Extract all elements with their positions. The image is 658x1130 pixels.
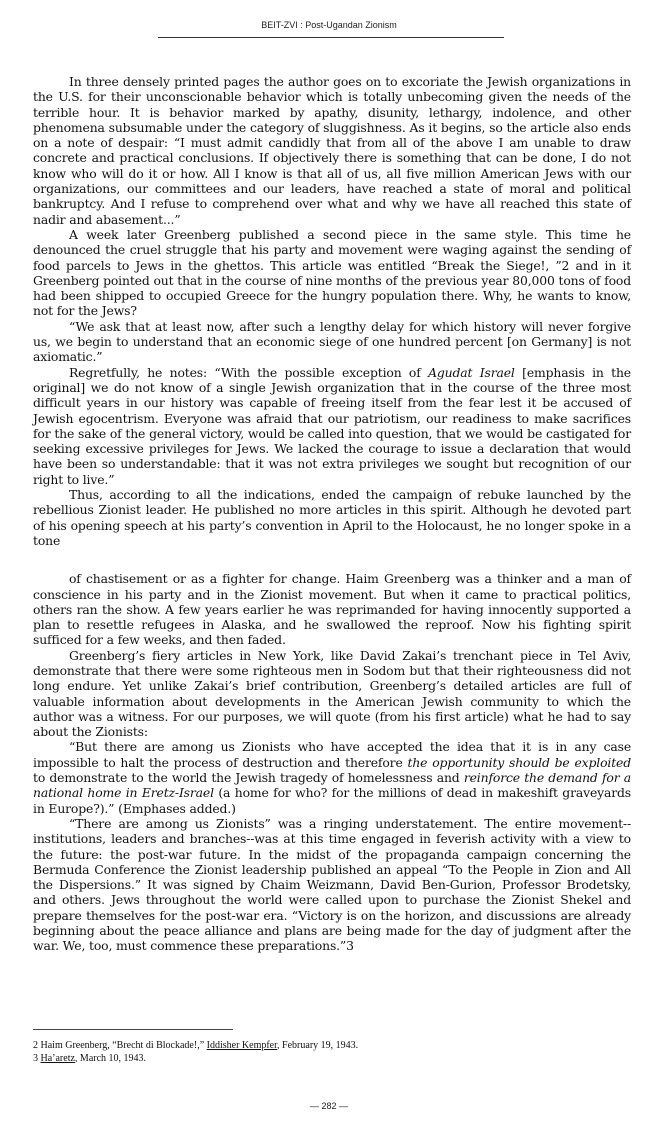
text-run: , February 19, 1943. bbox=[277, 1040, 359, 1051]
text-run: 2 Haim Greenberg, “Brecht di Blockade!,” bbox=[33, 1040, 207, 1051]
text-run: “But there are among us Zionists who have accepted the idea that it is in any case impossible to halt the process of destruction and therefore bbox=[33, 739, 631, 770]
text-run: 3 bbox=[33, 1053, 41, 1064]
text-run: of chastisement or as a fighter for change. Haim Greenberg was a thinker and a man of conscience in his party and in the Zionist movement. But when it came to practical politics, others ran the show. A few years earlier he was reprimanded for having innocently supported a plan to resettle refugees in Alaska, and he swallowed the reproof. Now his fighting spirit sufficed for a few weeks, and then faded. bbox=[33, 571, 631, 648]
text-run: Thus, according to all the indications, ended the campaign of rebuke launched by the rebellious Zionist leader. He published no more articles in this spirit. Although he devoted part of his opening speech at his party’s convention in April to the Holocaust, he no longer spoke in a tone bbox=[33, 487, 631, 548]
running-head: BEIT-ZVI : Post-Ugandan Zionism bbox=[261, 20, 397, 30]
text-run: “We ask that at least now, after such a lengthy delay for which history will never forgive us, we begin to understand that an economic siege of one hundred percent [on Germany] is not axiomatic.” bbox=[33, 318, 631, 365]
paragraph bbox=[33, 319, 631, 365]
paragraph bbox=[33, 739, 631, 815]
body-text bbox=[33, 74, 631, 954]
footnote bbox=[33, 1052, 631, 1065]
text-run: Regretfully, he notes: “With the possible exception of bbox=[69, 364, 429, 380]
italic-emphasis: Agudat Israel bbox=[428, 364, 515, 380]
text-run: “There are among us Zionists” was a ringing understatement. The entire movement--institutions, leaders and branches--was at this time engaged in feverish activity with a view to the future: the post-war future. In the midst of the propaganda campaign concerning the Bermuda Conference the Zionist leadership published an appeal “To the People in Zion and All the Dispersions.” It was signed by Chaim Weizmann, David Ben-Gurion, Professor Brodetsky, and others. Jews throughout the world were called upon to purchase the Zionist Shekel and prepare themselves for the post-war era. “Victory is on the horizon, and discussions are already beginning about the peace alliance and plans are being made for the day of judgment after the war. We, too, must commence these preparations.”3 bbox=[33, 815, 631, 954]
paragraph bbox=[33, 648, 631, 740]
paragraph bbox=[33, 74, 631, 227]
text-run: , March 10, 1943. bbox=[74, 1053, 147, 1064]
paragraph bbox=[33, 816, 631, 954]
footnote bbox=[33, 1039, 631, 1052]
text-run: Greenberg’s fiery articles in New York, like David Zakai’s trenchant piece in Tel Aviv, demonstrate that there were some righteous men in Sodom but that their righteousness did not long endure. Yet unlike Zakai’s brief contribution, Greenberg’s detailed articles are full of valuable information about developments in the American Jewish community to which the author was a witness. For our purposes, we will quote (from his first article) what he had to say about the Zionists: bbox=[33, 647, 631, 740]
paragraph bbox=[33, 227, 631, 319]
paragraph bbox=[33, 365, 631, 487]
italic-emphasis: reinforce the demand for a national home in Eretz-Israel bbox=[33, 770, 631, 801]
underlined-title: Ha’aretz bbox=[40, 1053, 75, 1064]
page-number: — 282 — bbox=[309, 1101, 349, 1111]
text-run: In three densely printed pages the author goes on to excoriate the Jewish organizations in the U.S. for their unconscionable behavior which is totally unbecoming given the needs of the terrible hour. It is behavior marked by apathy, disunity, lethargy, indolence, and other phenomena subsumable under the category of sluggishness. As it begins, so the article also ends on a note of despair: “I must admit candidly that from all of the above I am unable to draw concrete and practical conclusions. If objectively there is something that can be done, I do not know who will do it or how. All I know is that all of us, all five million American Jews with our organizations, our committees and our leaders, have reached a state of moral and political bankruptcy. And I refuse to comprehend over what and why we have all reached this state of nadir and abasement...” bbox=[33, 74, 631, 227]
header-rule bbox=[158, 37, 504, 38]
text-run: (a home for who? for the millions of dead in makeshift graveyards in Europe?).” (Emphases added.) bbox=[33, 785, 631, 816]
paragraph bbox=[33, 487, 631, 548]
text-run: [emphasis in the original] we do not know of a single Jewish organization that in the course of the three most difficult years in our history was capable of freeing itself from the fear lest it be accused of Jewish egocentrism. Everyone was afraid that our patriotism, our readiness to make sacrifices for the sake of the general victory, would be called into question, that we would be castigated for seeking excessive privileges for Jews. We lacked the courage to issue a declaration that would have been so understandable: that it was not extra privileges we sought but recognition of our right to live.” bbox=[33, 364, 631, 487]
text-run: A week later Greenberg published a second piece in the same style. This time he denounced the cruel struggle that his party and movement were waging against the sending of food parcels to Jews in the ghettos. This article was entitled “Break the Siege!, ”2 and in it Greenberg pointed out that in the course of nine months of the previous year 80,000 tons of food had been shipped to occupied Greece for the hungry population there. Why, he wants to know, not for the Jews? bbox=[33, 226, 631, 319]
paragraph bbox=[33, 571, 631, 647]
footnote-rule bbox=[33, 1029, 233, 1030]
footnotes bbox=[33, 1039, 631, 1065]
underlined-title: Iddisher Kempfer bbox=[206, 1040, 278, 1051]
italic-emphasis: the opportunity should be exploited bbox=[407, 754, 631, 770]
text-run: to demonstrate to the world the Jewish tragedy of homelessness and bbox=[33, 770, 464, 786]
